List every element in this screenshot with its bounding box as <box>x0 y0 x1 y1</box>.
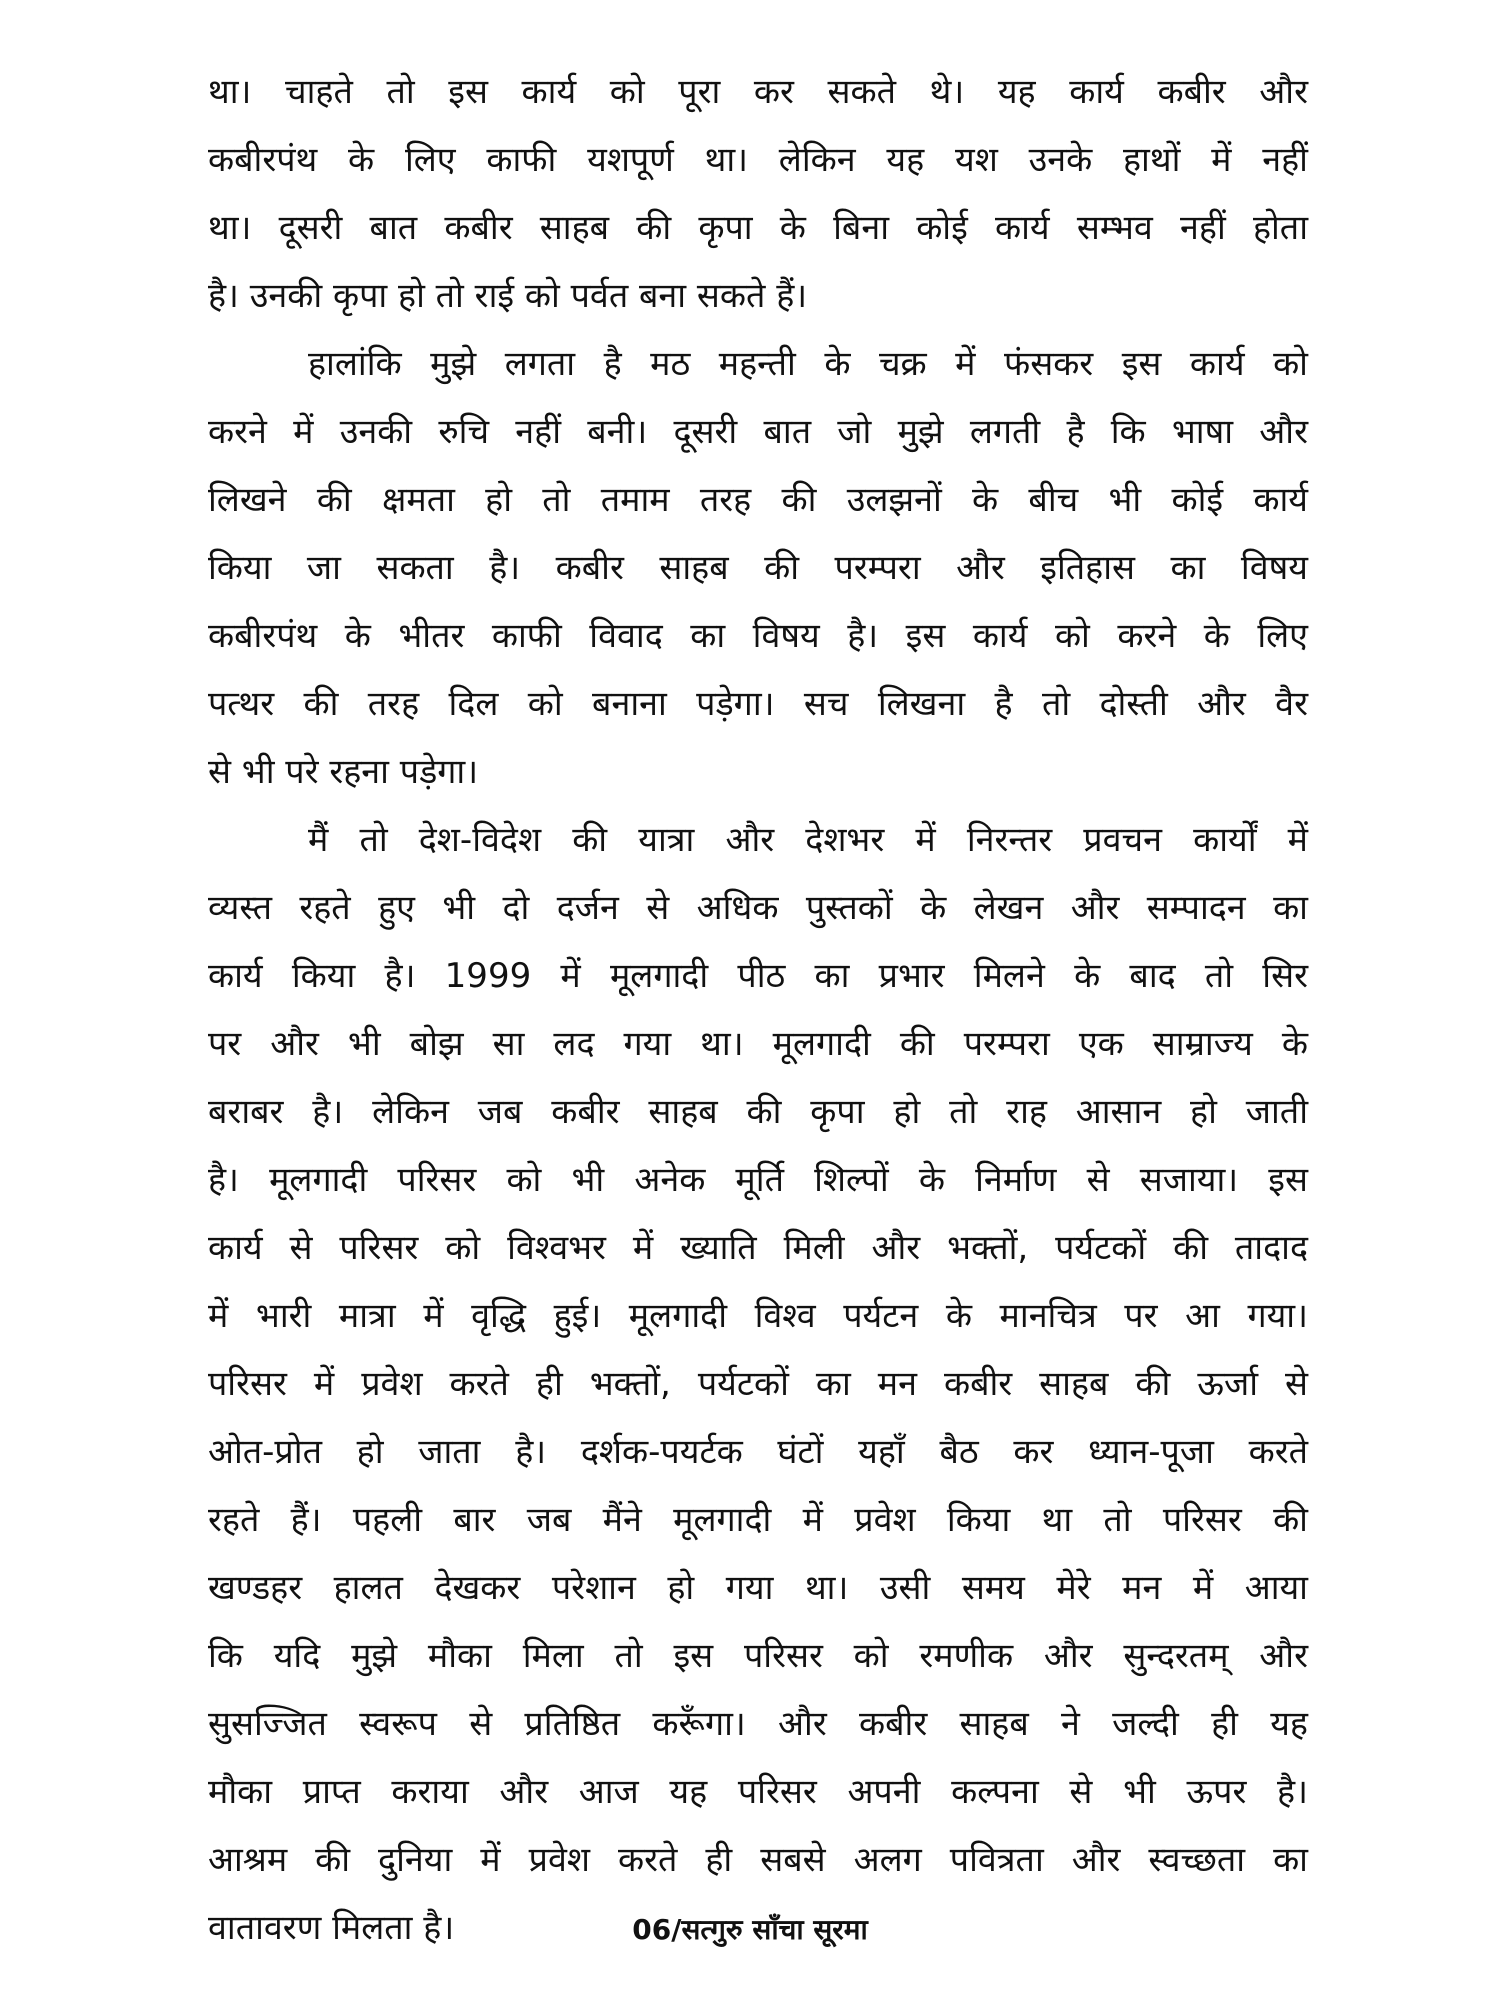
text-line: किया जा सकता है। कबीर साहब की परम्परा और इतिहास का विषय <box>208 548 1308 588</box>
text-line: खण्डहर हालत देखकर परेशान हो गया था। उसी समय मेरे मन में आया <box>208 1568 1308 1608</box>
text-line: कबीरपंथ के लिए काफी यशपूर्ण था। लेकिन यह यश उनके हाथों में नहीं <box>208 140 1308 180</box>
text-line: कबीरपंथ के भीतर काफी विवाद का विषय है। इस कार्य को करने के लिए <box>208 616 1308 656</box>
text-line: था। चाहते तो इस कार्य को पूरा कर सकते थे। यह कार्य कबीर और <box>208 72 1308 112</box>
text-line: मैं तो देश-विदेश की यात्रा और देशभर में निरन्तर प्रवचन कार्यों में <box>308 820 1308 860</box>
text-line: ओत-प्रोत हो जाता है। दर्शक-पयर्टक घंटों यहाँ बैठ कर ध्यान-पूजा करते <box>208 1432 1308 1472</box>
text-line: हालांकि मुझे लगता है मठ महन्ती के चक्र में फंसकर इस कार्य को <box>308 344 1308 384</box>
text-line: कि यदि मुझे मौका मिला तो इस परिसर को रमणीक और सुन्दरतम् और <box>208 1636 1308 1676</box>
page-footer: 06/सत्गुरु साँचा सूरमा <box>632 1913 868 1946</box>
text-line: कार्य से परिसर को विश्वभर में ख्याति मिली और भक्तों, पर्यटकों की तादाद <box>208 1228 1308 1268</box>
text-line: सुसज्जित स्वरूप से प्रतिष्ठित करूँगा। और कबीर साहब ने जल्दी ही यह <box>208 1704 1308 1744</box>
text-line: है। उनकी कृपा हो तो राई को पर्वत बना सकते हैं। <box>208 276 808 316</box>
text-line: आश्रम की दुनिया में प्रवेश करते ही सबसे अलग पवित्रता और स्वच्छता का <box>208 1840 1308 1880</box>
text-line: पत्थर की तरह दिल को बनाना पड़ेगा। सच लिखना है तो दोस्ती और वैर <box>208 684 1308 724</box>
text-line: था। दूसरी बात कबीर साहब की कृपा के बिना कोई कार्य सम्भव नहीं होता <box>208 208 1308 248</box>
text-line: लिखने की क्षमता हो तो तमाम तरह की उलझनों के बीच भी कोई कार्य <box>208 480 1308 520</box>
text-line: रहते हैं। पहली बार जब मैंने मूलगादी में प्रवेश किया था तो परिसर की <box>208 1500 1308 1540</box>
body-text <box>208 58 1308 1962</box>
text-line: परिसर में प्रवेश करते ही भक्तों, पर्यटकों का मन कबीर साहब की ऊर्जा से <box>208 1364 1308 1404</box>
text-line: व्यस्त रहते हुए भी दो दर्जन से अधिक पुस्तकों के लेखन और सम्पादन का <box>208 888 1308 928</box>
text-line: करने में उनकी रुचि नहीं बनी। दूसरी बात जो मुझे लगती है कि भाषा और <box>208 412 1308 452</box>
text-line: वातावरण मिलता है। <box>208 1908 455 1948</box>
text-line: से भी परे रहना पड़ेगा। <box>208 752 479 792</box>
text-line: है। मूलगादी परिसर को भी अनेक मूर्ति शिल्पों के निर्माण से सजाया। इस <box>208 1160 1308 1200</box>
text-line: पर और भी बोझ सा लद गया था। मूलगादी की परम्परा एक साम्राज्य के <box>208 1024 1308 1064</box>
text-line: कार्य किया है। 1999 में मूलगादी पीठ का प्रभार मिलने के बाद तो सिर <box>208 956 1308 996</box>
text-line: बराबर है। लेकिन जब कबीर साहब की कृपा हो तो राह आसान हो जाती <box>208 1092 1308 1132</box>
text-line: मौका प्राप्त कराया और आज यह परिसर अपनी कल्पना से भी ऊपर है। <box>208 1772 1308 1812</box>
text-line: में भारी मात्रा में वृद्धि हुई। मूलगादी विश्व पर्यटन के मानचित्र पर आ गया। <box>208 1296 1308 1336</box>
